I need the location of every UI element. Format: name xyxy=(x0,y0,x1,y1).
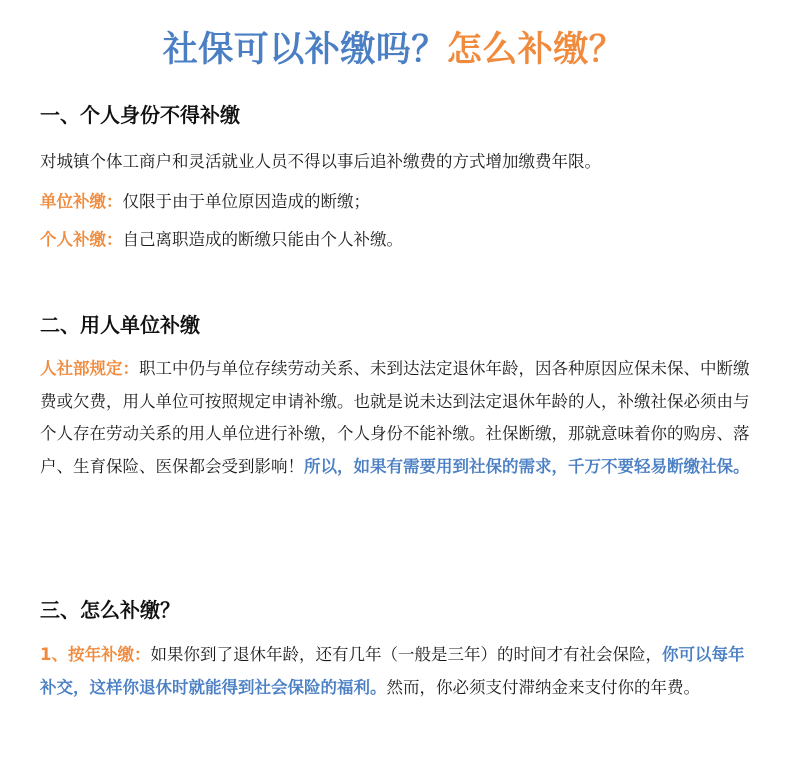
personal-supplement-line xyxy=(40,224,750,256)
hr-ministry-rule-label: 人社部规定： xyxy=(40,359,139,378)
section-3-heading: 三、怎么补缴？ xyxy=(40,598,180,622)
yearly-supplement-text-a: 如果你到了退休年龄，还有几年（一般是三年）的时间才有社会保险， xyxy=(150,645,662,664)
hr-ministry-rule-text: 职工中仍与单位存续劳动关系、未到达法定退休年龄，因各种原因应保未保、中断缴费或欠费，用人单位可按照规定申请补缴。也就是说未达到法定退休年龄的人，补缴社保必须由与个人存在劳动关系的用人单位进行补缴，个人身份不能补缴。社保断缴，那就意味着你的购房、落户、生育保险、医保都会受到影响！ xyxy=(40,359,750,476)
section-1-heading: 一、个人身份不得补缴 xyxy=(40,103,240,127)
section-1-intro xyxy=(40,146,750,178)
section-2-body xyxy=(40,353,750,483)
personal-supplement-text: 自己离职造成的断缴只能由个人补缴。 xyxy=(122,230,403,249)
yearly-supplement-label: 1、按年补缴： xyxy=(40,645,151,664)
title-how: 怎么补缴？ xyxy=(446,30,625,71)
section-2-heading: 二、用人单位补缴 xyxy=(40,313,200,337)
unit-supplement-label: 单位补缴： xyxy=(40,192,123,211)
title-question: 社保可以补缴吗？ xyxy=(162,30,447,71)
section-1-intro-text: 对城镇个体工商户和灵活就业人员不得以事后追补缴费的方式增加缴费年限。 xyxy=(40,152,601,171)
yearly-supplement-text-b: 然而，你必须支付滞纳金来支付你的年费。 xyxy=(386,678,700,697)
section-3-body xyxy=(40,638,750,704)
page-title xyxy=(0,25,787,75)
unit-supplement-text: 仅限于由于单位原因造成的断缴； xyxy=(122,192,370,211)
yearly-supplement-emphasis: 你可以每年补交，这样你退休时就能得到社会保险的福利。 xyxy=(40,645,745,697)
unit-supplement-line xyxy=(40,186,750,218)
personal-supplement-label: 个人补缴： xyxy=(40,230,123,249)
section-2-emphasis: 所以，如果有需要用到社保的需求，千万不要轻易断缴社保。 xyxy=(304,456,750,476)
